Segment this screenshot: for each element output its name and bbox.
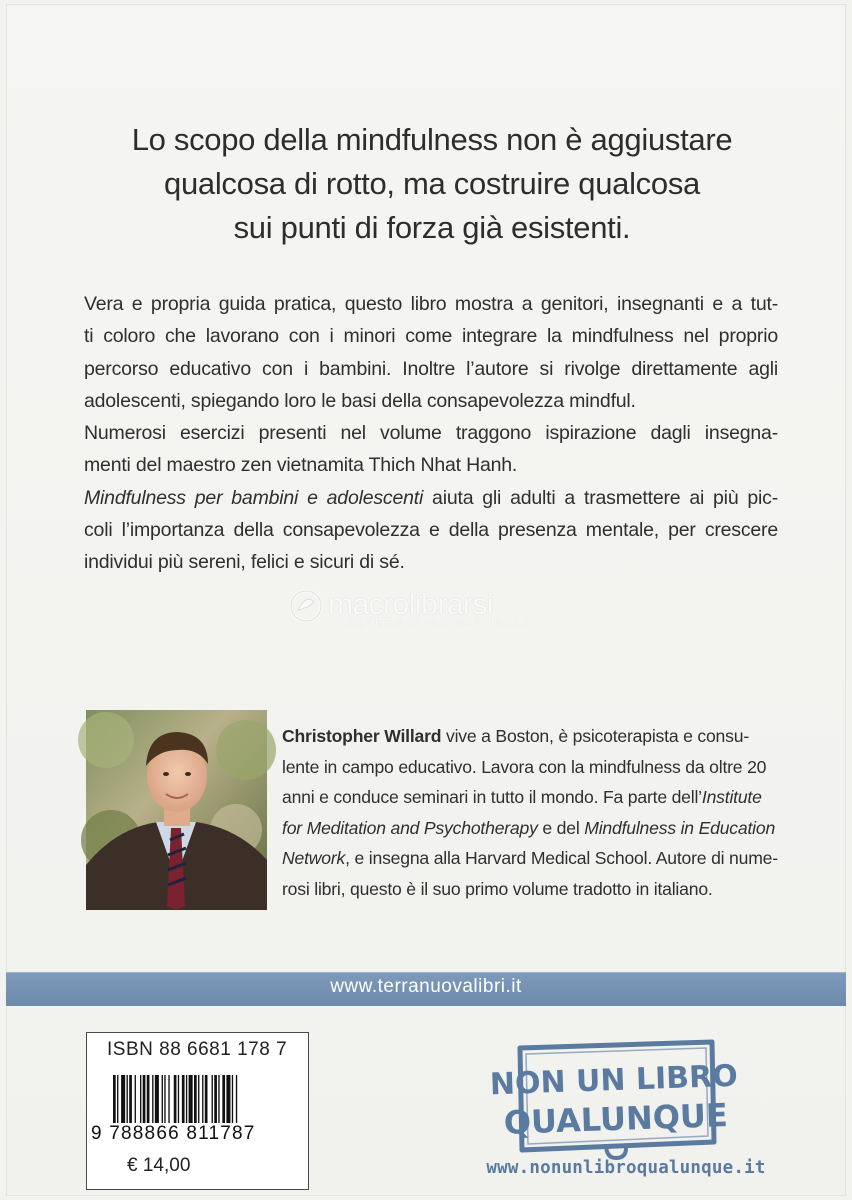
author-photo (86, 710, 267, 910)
barcode-bar (143, 1075, 146, 1123)
description-line: menti del maestro zen vietnamita Thich Nhat Hanh. (84, 454, 518, 477)
tagline-line: qualcosa di rotto, ma costruire qualcosa (164, 166, 700, 201)
barcode-bar (232, 1075, 233, 1123)
book-title-italic: Mindfulness per bambini e adolescenti (84, 486, 424, 509)
watermark-subtitle: ALTERNATIVA NATURALE (348, 618, 533, 629)
bio-line (282, 843, 781, 874)
barcode-bar (135, 1075, 136, 1123)
bio-text: vive a Boston, è psicoterapista e consu- (441, 726, 749, 746)
barcode-bar (168, 1075, 169, 1123)
bio-italic: Mindfulness in Education (584, 817, 776, 838)
description-line: percorso educativo con i bambini. Inoltre l’autore si rivolge direttamente agli (84, 357, 778, 380)
barcode-bar (129, 1075, 132, 1123)
bio-text: , e insegna alla Harvard Medical School. Autore di nume- (345, 848, 778, 868)
description-line: Vera e propria guida pratica, questo libro mostra a genitori, insegnanti e a tut- (84, 293, 778, 315)
stamp-url[interactable]: www.nonunlibroqualunque.it (486, 1158, 766, 1178)
description-line: Numerosi esercizi presenti nel volume traggono ispirazione dagli insegna- (84, 422, 778, 445)
book-description (84, 288, 778, 579)
description-line-rest: aiuta gli adulti a trasmettere ai più pic- (423, 486, 779, 509)
publisher-url[interactable]: www.terranuovalibri.it (330, 976, 522, 997)
barcode-bar (198, 1075, 199, 1123)
publisher-url-band (6, 972, 846, 1006)
bio-line (282, 813, 781, 844)
barcode-bar (162, 1075, 163, 1123)
barcode-bar (178, 1075, 179, 1123)
description-line: individui più sereni, felici e sicuri di sé. (84, 551, 405, 574)
barcode-bar (174, 1075, 177, 1123)
author-bio (282, 721, 781, 904)
barcode-bar (194, 1075, 197, 1123)
barcode-bar (189, 1075, 193, 1123)
author-portrait-image (86, 710, 267, 910)
barcode-bar (226, 1075, 230, 1123)
description-line: ti coloro che lavorano con i minori come integrare la mindfulness nel proprio (84, 325, 778, 348)
barcode-bar (113, 1075, 116, 1123)
stamp-line-1: NON UN LIBRO (489, 1058, 739, 1103)
bio-italic: Network (282, 848, 346, 868)
barcode-bar (147, 1075, 150, 1123)
barcode-bar (236, 1075, 237, 1123)
price: € 14,00 (127, 1155, 191, 1176)
barcode-bar (214, 1075, 217, 1123)
tagline-line: Lo scopo della mindfulness non è aggiustare (131, 122, 733, 157)
description-line: adolescenti, spiegando loro le basi della consapevolezza mindful. (84, 389, 636, 412)
barcode-bar (205, 1075, 208, 1123)
description-line (84, 482, 778, 514)
barcode-bar (218, 1075, 219, 1123)
bio-line (282, 721, 781, 752)
watermark-brand: macrolibrarsi (328, 588, 494, 621)
barcode-bar (212, 1075, 213, 1123)
non-un-libro-qualunque-stamp (489, 1038, 739, 1164)
barcode-bar (155, 1075, 159, 1123)
author-name: Christopher Willard (282, 726, 442, 746)
back-cover (6, 4, 846, 1196)
watermark-logo-icon (288, 588, 324, 624)
barcode-bar (182, 1075, 185, 1123)
bio-line: lente in campo educativo. Lavora con la mindfulness da oltre 20 (282, 756, 767, 777)
isbn-label: ISBN 88 6681 178 7 (107, 1039, 288, 1060)
watermark (288, 584, 588, 632)
bio-italic: for Meditation and Psychotherapy (282, 817, 538, 838)
barcode-bar (127, 1075, 128, 1123)
tagline-line: sui punti di forza già esistenti. (233, 210, 631, 245)
barcode-bar (152, 1075, 153, 1123)
barcode-icon (113, 1075, 285, 1123)
bio-italic: Institute (701, 787, 762, 807)
barcode-bar (186, 1075, 187, 1123)
bio-text: e del (537, 817, 585, 838)
bio-line: rosi libri, questo è il suo primo volume tradotto in italiano. (282, 878, 713, 899)
barcode-bar (222, 1075, 225, 1123)
bio-line (282, 782, 781, 813)
ean-digits: 9 788866 811787 (91, 1123, 256, 1144)
barcode-bar (117, 1075, 118, 1123)
bio-text: anni e conduce seminari in tutto il mondo. Fa parte dell’ (282, 787, 702, 807)
barcode-bar (202, 1075, 203, 1123)
barcode-bar (121, 1075, 125, 1123)
barcode-box (86, 1032, 309, 1190)
description-line: coli l’importanza della consapevolezza e della presenza mentale, per crescere (84, 519, 778, 542)
barcode-bar (140, 1075, 141, 1123)
barcode-bar (164, 1075, 165, 1123)
tagline-quote (96, 118, 768, 250)
stamp-line-2: QUALUNQUE (503, 1096, 729, 1142)
